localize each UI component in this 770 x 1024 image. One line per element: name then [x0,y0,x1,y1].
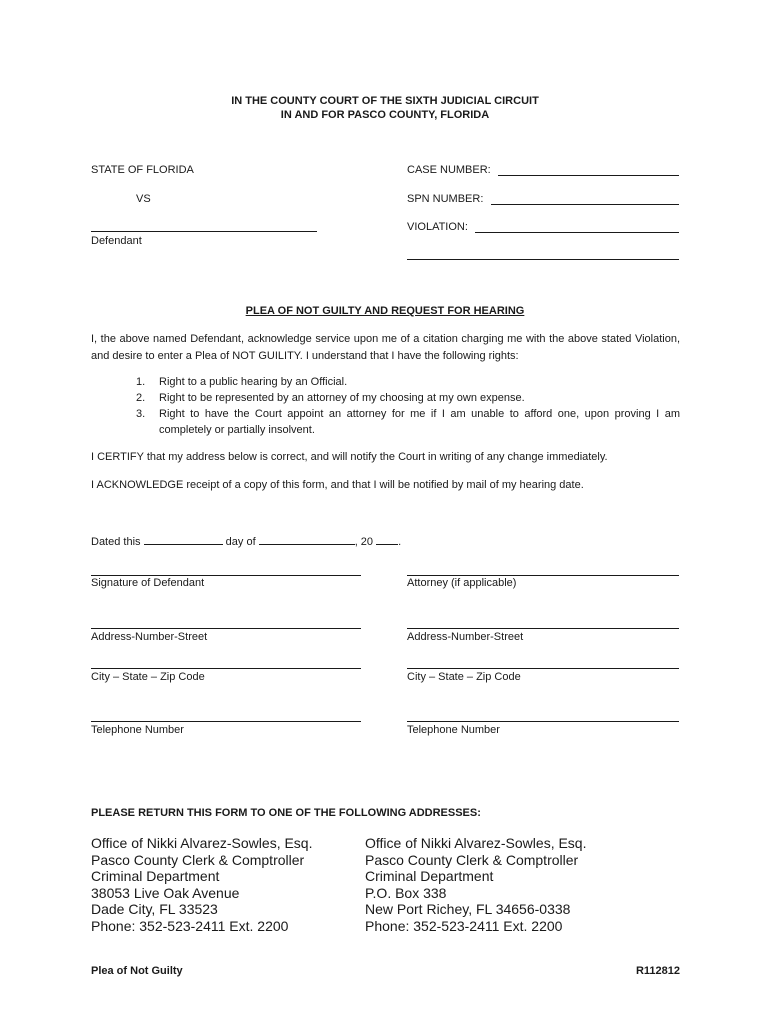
case-number-line[interactable] [498,175,679,176]
certify-statement: I CERTIFY that my address below is correct, and will notify the Court in writing of any change immediately. [91,451,608,463]
state-label: STATE OF FLORIDA [91,164,194,176]
violation-line-2[interactable] [407,259,679,260]
return-heading: PLEASE RETURN THIS FORM TO ONE OF THE FOLLOWING ADDRESSES: [91,807,481,819]
court-header-line-1: IN THE COUNTY COURT OF THE SIXTH JUDICIAL CIRCUIT [231,95,539,107]
violation-label: VIOLATION: [407,221,468,233]
defendant-address-label: Address-Number-Street [91,631,208,643]
footer-form-code: R112812 [635,965,680,977]
attorney-address-label: Address-Number-Street [407,631,524,643]
new-port-richey-address: Office of Nikki Alvarez-Sowles, Esq. Pasco County Clerk & Comptroller Criminal Department P.O. Box 338 New Port Richey, FL 34656-0338 Phone: 352-523-2411 Ext. 2200 [365,835,587,934]
dated-year-blank[interactable] [376,534,398,545]
dated-day-blank[interactable] [144,534,223,545]
defendant-label: Defendant [91,235,142,247]
acknowledge-statement: I ACKNOWLEDGE receipt of a copy of this form, and that I will be notified by mail of my hearing date. [91,479,584,491]
attorney-city-line[interactable] [407,668,679,669]
defendant-address-line[interactable] [91,628,361,629]
list-item: 2. Right to be represented by an attorney of my choosing at my own expense. [136,392,525,404]
case-number-label: CASE NUMBER: [407,164,491,176]
dated-month-blank[interactable] [259,534,355,545]
attorney-phone-label: Telephone Number [407,724,500,736]
footer-form-title: Plea of Not Guilty [91,965,183,977]
defendant-name-line[interactable] [91,231,317,232]
plea-title: PLEA OF NOT GUILTY AND REQUEST FOR HEARING [245,305,525,317]
spn-number-label: SPN NUMBER: [407,193,484,205]
defendant-city-label: City – State – Zip Code [91,671,205,683]
list-item: 3. Right to have the Court appoint an attorney for me if I am unable to afford one, upon proving I am completely or partially insolvent. [136,408,680,436]
vs-label: VS [136,193,151,205]
attorney-address-line[interactable] [407,628,679,629]
defendant-phone-line[interactable] [91,721,361,722]
dade-city-address: Office of Nikki Alvarez-Sowles, Esq. Pasco County Clerk & Comptroller Criminal Department 38053 Live Oak Avenue Dade City, FL 33523 Phone: 352-523-2411 Ext. 2200 [91,835,313,934]
defendant-signature-label: Signature of Defendant [91,577,205,589]
plea-intro-paragraph: I, the above named Defendant, acknowledge service upon me of a citation charging me with the above stated Violation, and desire to enter a Plea of NOT GUILITY. I understand that I have the following rights: [91,333,680,362]
spn-number-line[interactable] [491,204,679,205]
attorney-city-label: City – State – Zip Code [407,671,521,683]
defendant-city-line[interactable] [91,668,361,669]
defendant-phone-label: Telephone Number [91,724,184,736]
attorney-phone-line[interactable] [407,721,679,722]
dated-line: Dated this day of , 20 . [91,536,402,548]
attorney-signature-label: Attorney (if applicable) [407,577,517,589]
court-header-line-2: IN AND FOR PASCO COUNTY, FLORIDA [280,109,490,121]
list-item: 1. Right to a public hearing by an Official. [136,376,348,388]
violation-line-1[interactable] [475,232,679,233]
rights-list [91,374,680,438]
